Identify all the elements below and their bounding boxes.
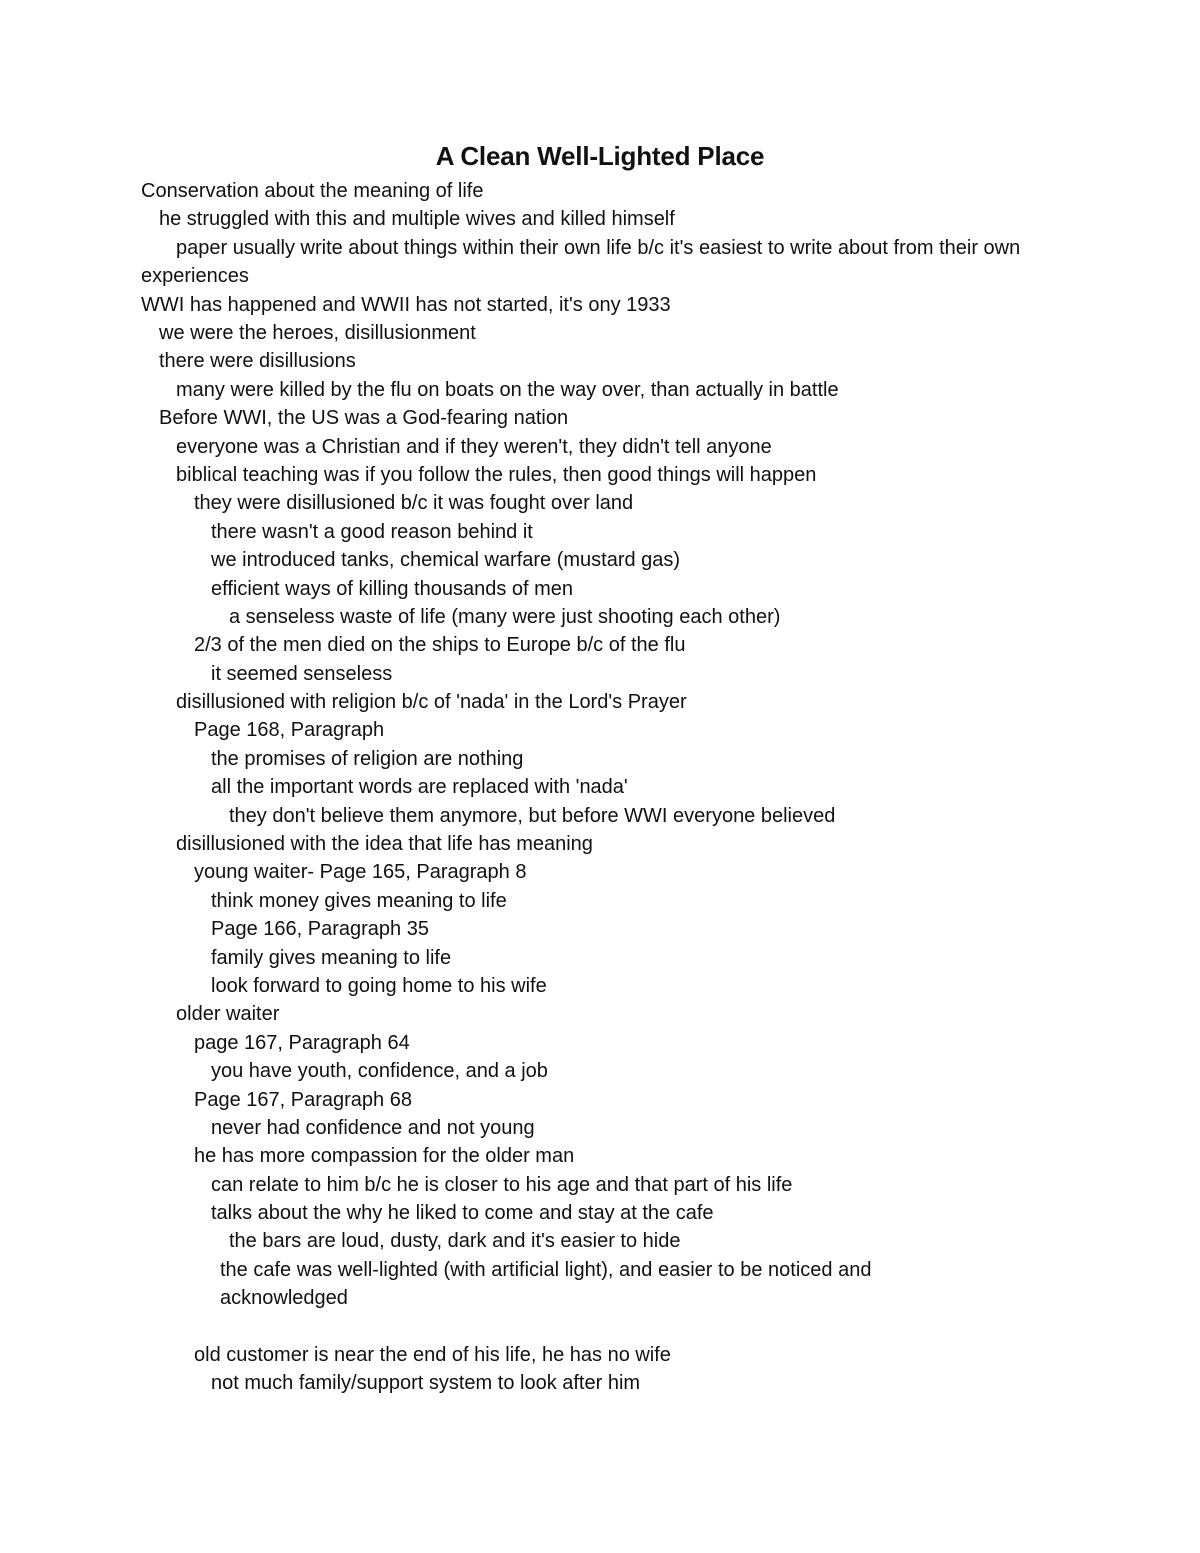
note-line: we were the heroes, disillusionment xyxy=(159,321,476,344)
note-line: talks about the why he liked to come and stay at the cafe xyxy=(211,1202,714,1225)
blank-line xyxy=(141,1313,1061,1341)
note-line: he struggled with this and multiple wives and killed himself xyxy=(159,208,675,231)
note-line: he has more compassion for the older man xyxy=(194,1145,575,1168)
note-line: there were disillusions xyxy=(159,350,356,373)
note-line: older waiter xyxy=(176,1003,280,1026)
note-line: look forward to going home to his wife xyxy=(211,974,547,997)
note-line: disillusioned with the idea that life has meaning xyxy=(176,833,593,856)
note-line: Conservation about the meaning of life xyxy=(141,180,484,202)
note-line: efficient ways of killing thousands of men xyxy=(211,577,574,600)
note-line: page 167, Paragraph 64 xyxy=(194,1031,410,1054)
note-line: acknowledged xyxy=(220,1287,348,1310)
note-line: disillusioned with religion b/c of 'nada' in the Lord's Prayer xyxy=(176,691,687,714)
note-line: Page 167, Paragraph 68 xyxy=(194,1088,412,1111)
note-line: you have youth, confidence, and a job xyxy=(211,1060,548,1083)
note-line: never had confidence and not young xyxy=(211,1116,535,1139)
note-line: they don't believe them anymore, but before WWI everyone believed xyxy=(229,804,836,827)
note-line: Before WWI, the US was a God-fearing nation xyxy=(159,407,569,430)
note-line: old customer is near the end of his life, he has no wife xyxy=(194,1344,671,1367)
note-line: 2/3 of the men died on the ships to Europe b/c of the flu xyxy=(194,634,686,657)
note-line: a senseless waste of life (many were just shooting each other) xyxy=(229,605,781,628)
notes-body xyxy=(141,177,1061,1398)
note-line: not much family/support system to look after him xyxy=(211,1372,641,1395)
note-line: can relate to him b/c he is closer to his age and that part of his life xyxy=(211,1173,793,1196)
note-line: family gives meaning to life xyxy=(211,946,452,969)
note-line-wrapped xyxy=(141,234,1056,291)
note-line: think money gives meaning to life xyxy=(211,889,507,912)
note-line: young waiter- Page 165, Paragraph 8 xyxy=(194,861,527,884)
note-line: Page 168, Paragraph xyxy=(194,719,385,742)
note-line: there wasn't a good reason behind it xyxy=(211,520,533,543)
note-line: Page 166, Paragraph 35 xyxy=(211,918,429,941)
note-line: the bars are loud, dusty, dark and it's easier to hide xyxy=(229,1230,681,1253)
note-line: the promises of religion are nothing xyxy=(211,747,524,770)
note-line: biblical teaching was if you follow the rules, then good things will happen xyxy=(176,463,817,486)
note-line: WWI has happened and WWII has not started, it's ony 1933 xyxy=(141,293,671,316)
note-line: all the important words are replaced with 'nada' xyxy=(211,776,628,799)
note-line-text: paper usually write about things within their own life b/c it's easiest to write about from their own experiences xyxy=(141,236,1021,288)
note-line: we introduced tanks, chemical warfare (mustard gas) xyxy=(211,549,681,572)
note-line: they were disillusioned b/c it was fought over land xyxy=(194,492,634,515)
note-line: everyone was a Christian and if they weren't, they didn't tell anyone xyxy=(176,435,772,458)
document-title: A Clean Well-Lighted Place xyxy=(435,141,765,171)
note-line: the cafe was well-lighted (with artificial light), and easier to be noticed and xyxy=(220,1258,872,1281)
note-line: it seemed senseless xyxy=(211,662,393,685)
note-line: many were killed by the flu on boats on the way over, than actually in battle xyxy=(176,378,839,401)
